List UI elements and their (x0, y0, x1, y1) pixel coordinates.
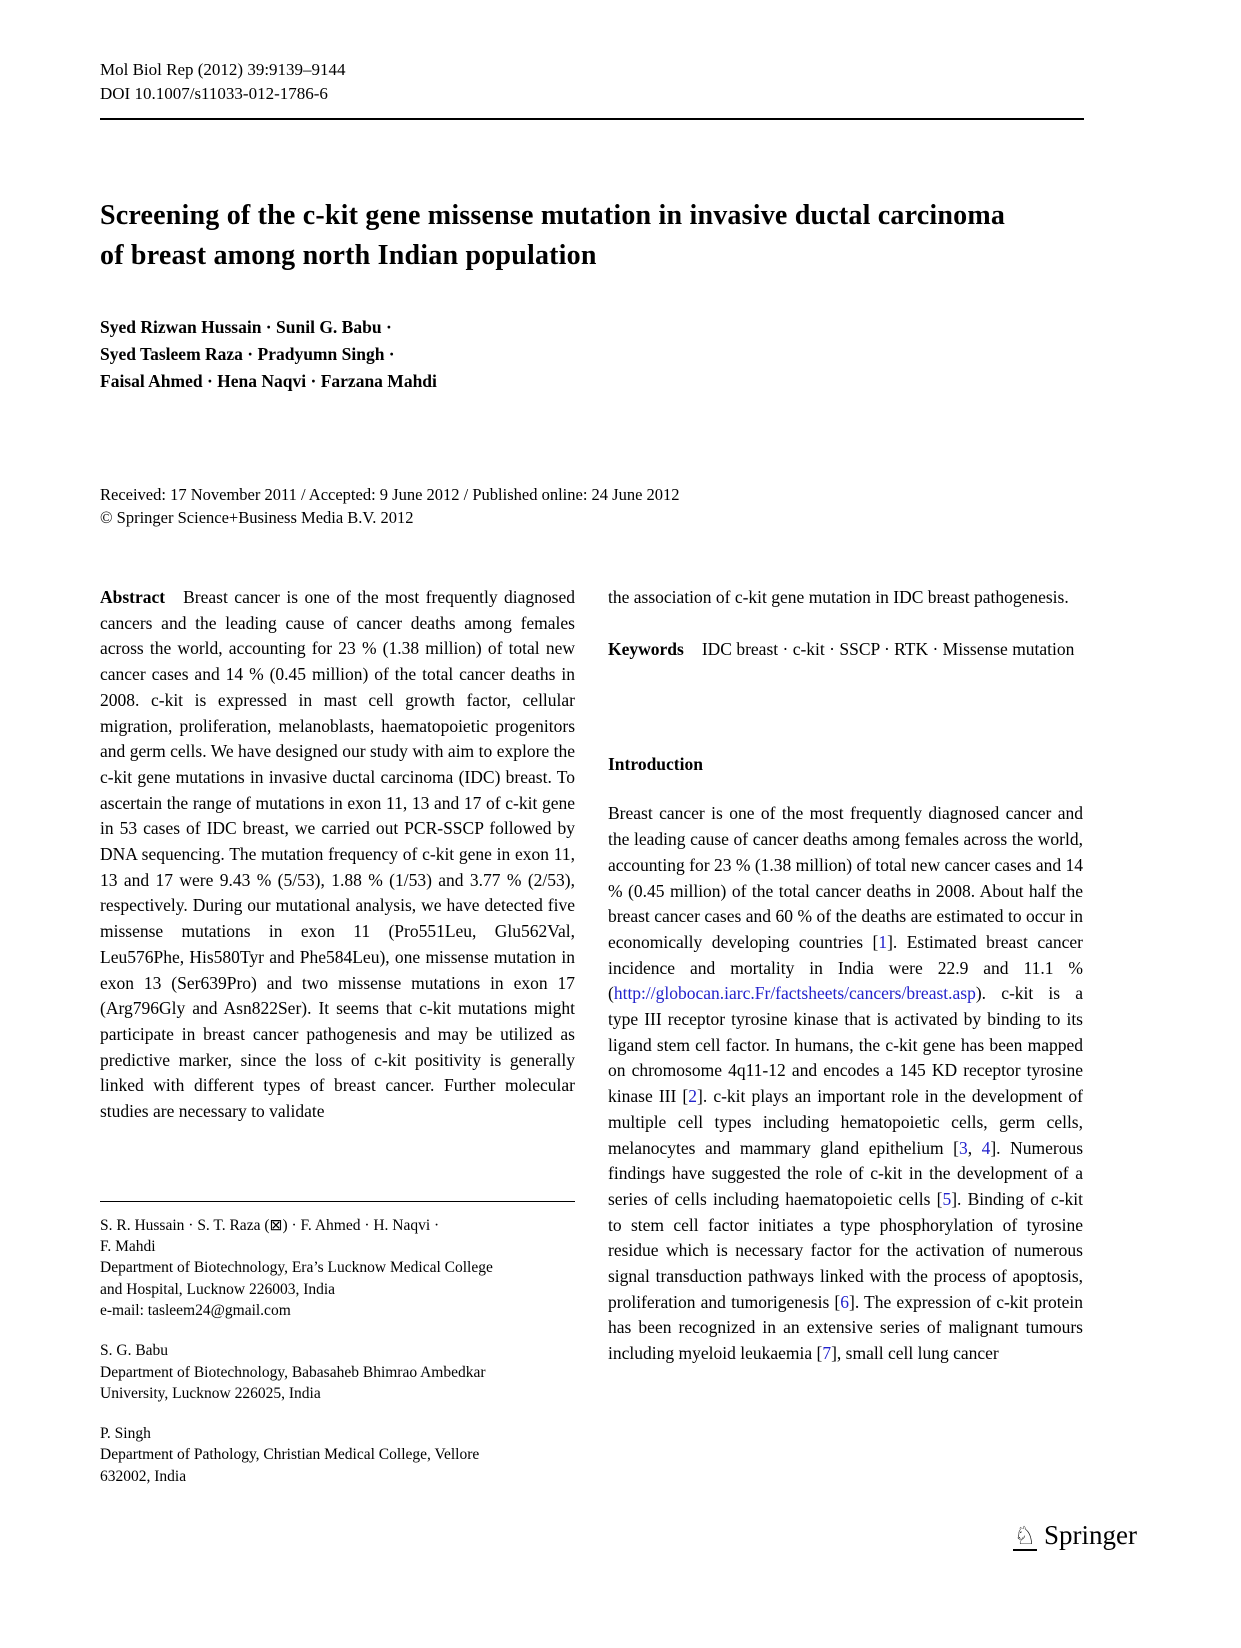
text-run: Breast cancer is one of the most frequently diagnosed cancer and the leading cause of cancer deaths among females across the world, accounting for 23 % (1.38 million) of total new cancer cases and 14 % (0.45 million) of the total cancer deaths in 2008. About half the breast cancer cases and 60 % of the deaths are estimated to occur in economically developing countries [ (608, 803, 1083, 952)
citation-ref[interactable]: 7 (822, 1343, 832, 1364)
text-run: ]. The expression of c-kit protein has been recognized in an extensive series of malignant tumours including myeloid leukaemia [ (608, 1291, 1083, 1364)
text-run: ], small cell lung cancer (831, 1343, 999, 1364)
citation-ref[interactable]: 3 (958, 1137, 968, 1158)
footnote-area (100, 1201, 575, 1487)
received-accepted-line: Received: 17 November 2011 / Accepted: 9 June 2012 / Published online: 24 June 2012 (100, 485, 680, 504)
footnote-affiliation-line: and Hospital, Lucknow 226003, India (100, 1280, 336, 1298)
text-run: ). c-kit is a type III receptor tyrosine kinase that is activated by binding to its ligand stem cell factor. In humans, the c-kit gene has been mapped on chromosome 4q11-12 and encodes a 145 KD receptor tyrosine kinase III [ (608, 983, 1083, 1107)
left-column (100, 585, 575, 1487)
citation-ref[interactable]: 1 (878, 931, 888, 952)
footnote-authors-line: S. R. Hussain · S. T. Raza (⊠) · F. Ahmed · H. Naqvi · (100, 1216, 440, 1234)
footnote-divider (100, 1201, 575, 1202)
two-column-body (100, 585, 1084, 1487)
introduction-heading: Introduction (608, 754, 703, 775)
citation-ref[interactable]: 5 (942, 1188, 952, 1209)
author-list (100, 314, 1084, 395)
citation-ref[interactable]: 2 (688, 1086, 698, 1107)
abstract-paragraph (100, 585, 575, 1125)
keywords-label: Keywords (608, 638, 684, 659)
springer-wordmark: Springer (1044, 1520, 1137, 1550)
journal-header (100, 58, 1084, 106)
author-line-3: Faisal Ahmed · Hena Naqvi · Farzana Mahdi (100, 371, 437, 391)
keywords-text: IDC breast · c-kit · SSCP · RTK · Missense mutation (701, 638, 1075, 659)
footnote-affiliation-line: Department of Biotechnology, Babasaheb Bhimrao Ambedkar (100, 1363, 486, 1381)
text-run: , (967, 1137, 982, 1158)
text-run: ]. Binding of c-kit to stem cell factor initiates a type phosphorylation of tyrosine residue which is necessary factor for the activation of numerous signal transduction pathways linked with the process of apoptosis, proliferation and tumorigenesis [ (608, 1188, 1084, 1312)
citation-ref[interactable]: 6 (840, 1291, 849, 1312)
footnote-author-line: S. G. Babu (100, 1342, 169, 1360)
journal-doi: DOI 10.1007/s11033-012-1786-6 (100, 84, 328, 103)
text-run: ]. c-kit plays an important role in the development of multiple cell types including hematopoietic cells, germ cells, melanocytes and mammary gland epithelium [ (608, 1086, 1084, 1158)
author-line-2: Syed Tasleem Raza · Pradyumn Singh · (100, 344, 395, 364)
footnote-authors-line: F. Mahdi (100, 1238, 156, 1256)
journal-citation: Mol Biol Rep (2012) 39:9139–9144 (100, 60, 346, 79)
footnote-affiliation-line: Department of Pathology, Christian Medical College, Vellore (100, 1446, 480, 1464)
citation-ref[interactable]: 4 (981, 1137, 991, 1158)
paper-title: Screening of the c-kit gene missense mutation in invasive ductal carcinoma of breast among north Indian population (100, 200, 1006, 271)
footnote-affiliation-line: 632002, India (100, 1467, 187, 1485)
copyright-line: © Springer Science+Business Media B.V. 2012 (100, 508, 414, 527)
correspondence-footnote (100, 1215, 575, 1321)
affiliation-footnote-singh (100, 1423, 575, 1487)
footnote-affiliation-line: Department of Biotechnology, Era’s Lucknow Medical College (100, 1259, 493, 1277)
keywords-paragraph (608, 637, 1083, 663)
affiliation-footnote-babu (100, 1340, 575, 1404)
header-divider (100, 118, 1084, 120)
footnote-email-line: e-mail: tasleem24@gmail.com (100, 1301, 291, 1319)
springer-logo (1013, 1520, 1137, 1551)
text-run: ]. Estimated breast cancer incidence and mortality in India were 22.9 and 11.1 % ( (608, 931, 1083, 1004)
author-line-1: Syed Rizwan Hussain · Sunil G. Babu · (100, 317, 392, 337)
text-run: ]. Numerous findings have suggested the role of c-kit in the development of a series of cells including haematopoietic cells [ (608, 1137, 1084, 1209)
footnote-author-line: P. Singh (100, 1425, 151, 1443)
right-column (608, 585, 1083, 1487)
introduction-paragraph (608, 801, 1083, 1366)
abstract-text: Breast cancer is one of the most frequently diagnosed cancers and the leading cause of cancer deaths among females across the world, accounting for 23 % (1.38 million) of total new cancer cases and 14 % (0.45 million) of the total cancer deaths in 2008. c-kit is expressed in mast cell growth factor, cellular migration, proliferation, melanoblasts, haematopoietic progenitors and germ cells. We have designed our study with aim to explore the c-kit gene mutations in invasive ductal carcinoma (IDC) breast. To ascertain the range of mutations in exon 11, 13 and 17 of c-kit gene in 53 cases of IDC breast, we carried out PCR-SSCP followed by DNA sequencing. The mutation frequency of c-kit gene in exon 11, 13 and 17 were 9.43 % (5/53), 1.88 % (1/53) and 3.77 % (2/53), respectively. During our mutational analysis, we have detected five missense mutations in exon 11 (Pro551Leu, Glu562Val, Leu576Phe, His580Tyr and Phe584Leu), one missense mutation in exon 13 (Ser639Pro) and two missense mutations in exon 17 (Arg796Gly and Asn822Ser). It seems that c-kit mutations might participate in breast cancer pathogenesis and may be utilized as predictive marker, since the loss of c-kit positivity is generally linked with different types of breast cancer. Further molecular studies are necessary to validate (100, 587, 575, 1122)
article-history (100, 483, 1084, 529)
abstract-continuation: the association of c-kit gene mutation in IDC breast pathogenesis. (608, 587, 1069, 607)
hyperlink[interactable]: http://globocan.iarc.Fr/factsheets/cancers/breast.asp (613, 983, 976, 1004)
abstract-label: Abstract (100, 587, 166, 607)
springer-knight-icon: ♘ (1013, 1521, 1037, 1550)
footnote-affiliation-line: University, Lucknow 226025, India (100, 1384, 321, 1402)
page-content (100, 0, 1084, 1487)
